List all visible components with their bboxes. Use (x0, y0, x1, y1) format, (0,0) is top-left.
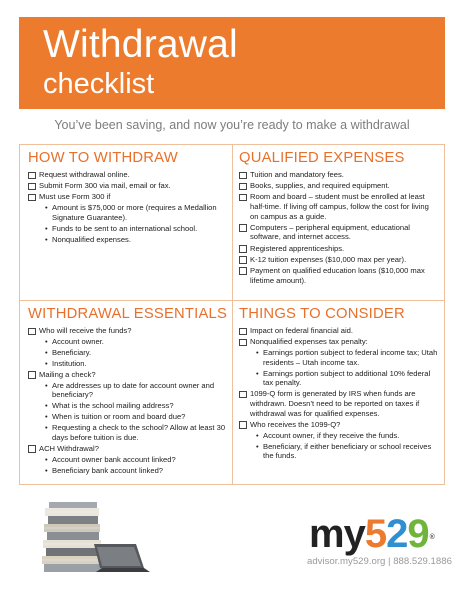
section-heading: WITHDRAWAL ESSENTIALS (28, 306, 228, 322)
checklist-subitem: • Funds to be sent to an international school. (28, 224, 228, 234)
checklist-item: Who will receive the funds? (28, 326, 228, 336)
checklist-subitem: • Beneficiary bank account linked? (28, 466, 228, 476)
my529-logo: my529® (309, 512, 434, 556)
section-heading: THINGS TO CONSIDER (239, 306, 405, 322)
checklist (239, 326, 439, 461)
checklist (239, 170, 439, 285)
checklist-grid (19, 144, 445, 485)
checklist-item: Submit Form 300 via mail, email or fax. (28, 181, 228, 191)
checklist-item: Registered apprenticeships. (239, 244, 439, 254)
checklist-item: Tuition and mandatory fees. (239, 170, 439, 180)
contact-info: advisor.my529.org | 888.529.1886 (307, 556, 452, 567)
checklist-subitem: • Account owner bank account linked? (28, 455, 228, 465)
withdrawal-essentials-section (28, 305, 228, 475)
checklist-subitem: • When is tuition or room and board due? (28, 412, 228, 422)
checklist-item: Mailing a check? (28, 370, 228, 380)
checklist-subitem: • Nonqualified expenses. (28, 235, 228, 245)
checklist-subitem: • Account owner, if they receive the funds. (239, 431, 439, 441)
checklist-item: Impact on federal financial aid. (239, 326, 439, 336)
how-to-withdraw-section (28, 149, 228, 244)
checklist (28, 326, 228, 475)
grid-divider-horizontal (20, 300, 444, 301)
checklist-subitem: • Institution. (28, 359, 228, 369)
checklist-subitem: • Earnings portion subject to federal income tax; Utah residents – Utah income tax. (239, 348, 439, 367)
checklist-subitem: • Earnings portion subject to additional 10% federal tax penalty. (239, 369, 439, 388)
tagline: You’ve been saving, and now you’re ready to make a withdrawal (54, 118, 410, 132)
qualified-expenses-section (239, 149, 439, 285)
page-title: Withdrawal (43, 23, 238, 66)
checklist-subitem: • Account owner. (28, 337, 228, 347)
checklist-subitem: • Are addresses up to date for account owner and beneficiary? (28, 381, 228, 400)
checklist-subitem: • What is the school mailing address? (28, 401, 228, 411)
checklist-item: K-12 tuition expenses ($10,000 max per year). (239, 255, 439, 265)
checklist-subitem: • Beneficiary, if either beneficiary or school receives the funds. (239, 442, 439, 461)
checklist-item: Books, supplies, and required equipment. (239, 181, 439, 191)
section-heading: HOW TO WITHDRAW (28, 150, 178, 166)
checklist-item: ACH Withdrawal? (28, 444, 228, 454)
checklist-item: Payment on qualified education loans ($10,000 max lifetime amount). (239, 266, 439, 285)
checklist-item: Room and board – student must be enrolled at least half-time. If living off campus, follow the cost for living on campus as a guide. (239, 192, 439, 221)
checklist-item: Who receives the 1099-Q? (239, 420, 439, 430)
page-subtitle: checklist (43, 68, 155, 100)
header-banner (19, 17, 445, 109)
checklist-subitem: • Requesting a check to the school? Allow at least 30 days before tuition is due. (28, 423, 228, 442)
books-laptop-illustration (38, 498, 154, 578)
checklist-subitem: • Amount is $75,000 or more (requires a Medallion Signature Guarantee). (28, 203, 228, 222)
checklist-item: Computers – peripheral equipment, educational software, and internet access. (239, 223, 439, 242)
checklist-item: Must use Form 300 if (28, 192, 228, 202)
checklist-item: 1099-Q form is generated by IRS when funds are withdrawn. Doesn’t need to be reported on taxes if withdrawal was for qualified expenses. (239, 389, 439, 418)
section-heading: QUALIFIED EXPENSES (239, 150, 405, 166)
checklist-item: Request withdrawal online. (28, 170, 228, 180)
checklist-item: Nonqualified expenses tax penalty: (239, 337, 439, 347)
grid-divider-vertical (232, 145, 233, 484)
checklist (28, 170, 228, 244)
checklist-subitem: • Beneficiary. (28, 348, 228, 358)
things-to-consider-section (239, 305, 439, 461)
